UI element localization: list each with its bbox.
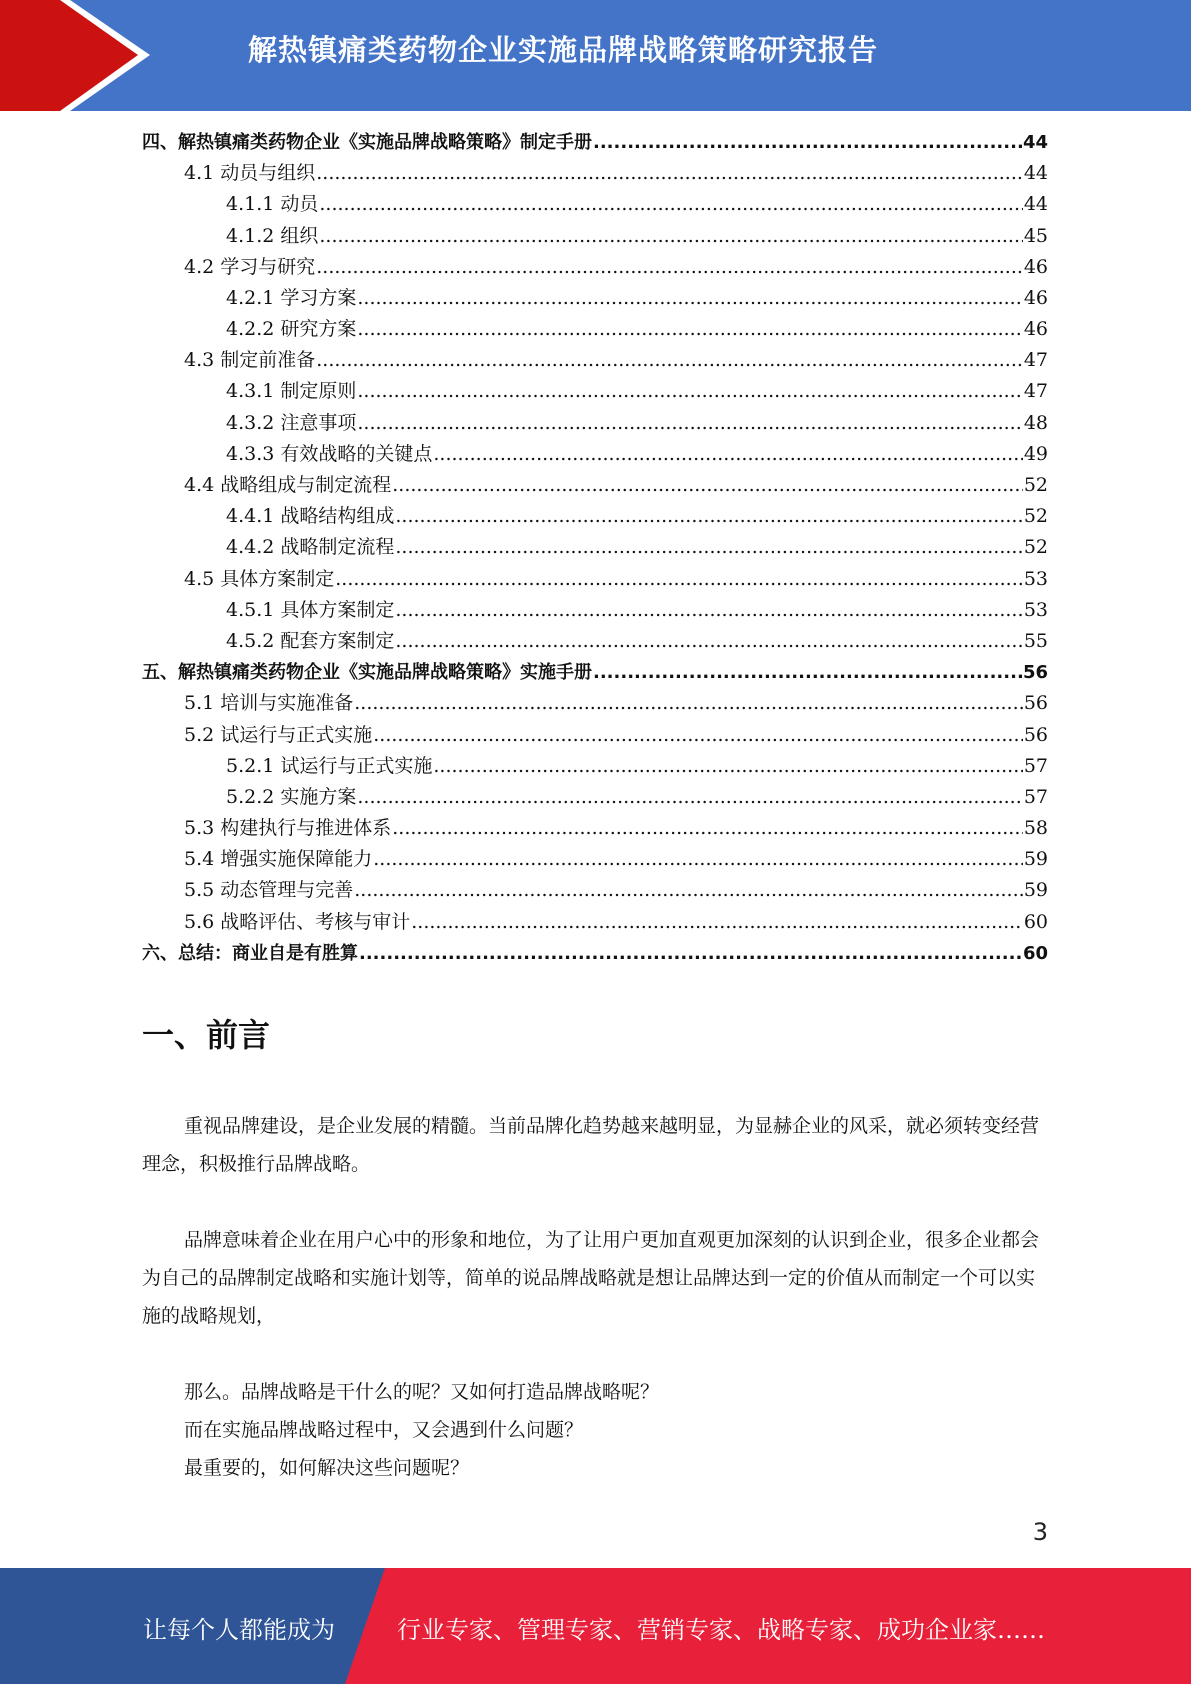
toc-entry-label: 5.2.1 试运行与正式实施 [226, 754, 433, 777]
toc-dot-leader [354, 688, 1023, 719]
toc-entry[interactable] [142, 751, 1048, 782]
toc-entry-page: 46 [1023, 318, 1048, 341]
toc-entry-page: 57 [1023, 754, 1048, 777]
toc-entry-page: 53 [1023, 567, 1048, 590]
toc-entry-label: 4.4.2 战略制定流程 [226, 536, 395, 559]
toc-entry[interactable] [142, 532, 1048, 563]
toc-entry[interactable] [142, 252, 1048, 283]
toc-entry[interactable] [142, 377, 1048, 408]
toc-dot-leader [395, 532, 1022, 563]
toc-entry[interactable] [142, 657, 1048, 688]
toc-entry[interactable] [142, 844, 1048, 875]
toc-entry-page: 56 [1023, 692, 1048, 715]
toc-dot-leader [316, 158, 1023, 189]
toc-entry[interactable] [142, 470, 1048, 501]
toc-dot-leader [357, 314, 1022, 345]
toc-entry-label: 四、解热镇痛类药物企业《实施品牌战略策略》制定手册 [142, 131, 592, 153]
toc-entry[interactable] [142, 221, 1048, 252]
toc-dot-leader [433, 439, 1022, 470]
toc-entry[interactable] [142, 439, 1048, 470]
toc-entry[interactable] [142, 501, 1048, 532]
toc-dot-leader [357, 283, 1022, 314]
toc-entry[interactable] [142, 595, 1048, 626]
toc-entry-label: 4.4 战略组成与制定流程 [184, 474, 392, 497]
toc-dot-leader [433, 751, 1022, 782]
toc-entry-label: 4.2.2 研究方案 [226, 318, 357, 341]
toc-entry-page: 53 [1023, 598, 1048, 621]
toc-entry-page: 47 [1023, 349, 1048, 372]
toc-entry[interactable] [142, 345, 1048, 376]
toc-entry-label: 4.3 制定前准备 [184, 349, 316, 372]
footer-banner [0, 1568, 1191, 1684]
header-banner [0, 0, 1191, 111]
toc-entry-label: 4.2.1 学习方案 [226, 286, 357, 309]
toc-dot-leader [354, 875, 1023, 906]
toc-entry-label: 4.1 动员与组织 [184, 162, 316, 185]
toc-entry[interactable] [142, 408, 1048, 439]
toc-entry-page: 56 [1022, 662, 1048, 684]
section-heading: 一、前言 [142, 1016, 271, 1054]
toc-entry[interactable] [142, 782, 1048, 813]
toc-entry-page: 55 [1023, 629, 1048, 652]
toc-entry-label: 4.3.1 制定原则 [226, 380, 357, 403]
toc-entry[interactable] [142, 314, 1048, 345]
toc-entry-page: 52 [1023, 474, 1048, 497]
toc-entry-label: 5.2 试运行与正式实施 [184, 723, 373, 746]
toc-dot-leader [373, 844, 1023, 875]
toc-entry-page: 56 [1023, 723, 1048, 746]
toc-dot-leader [593, 657, 1022, 688]
toc-dot-leader [359, 938, 1022, 969]
toc-entry-page: 47 [1023, 380, 1048, 403]
toc-entry-label: 4.4.1 战略结构组成 [226, 505, 395, 528]
toc-entry-label: 5.5 动态管理与完善 [184, 879, 354, 902]
toc-entry-label: 4.1.1 动员 [226, 193, 319, 216]
table-of-contents [142, 127, 1048, 969]
toc-dot-leader [392, 470, 1023, 501]
toc-entry-label: 4.3.3 有效战略的关键点 [226, 442, 433, 465]
toc-dot-leader [319, 221, 1022, 252]
toc-entry-page: 57 [1023, 785, 1048, 808]
toc-entry[interactable] [142, 283, 1048, 314]
toc-entry-label: 5.6 战略评估、考核与审计 [184, 910, 411, 933]
toc-entry-page: 59 [1023, 848, 1048, 871]
question-item: 而在实施品牌战略过程中，又会遇到什么问题？ [184, 1419, 584, 1441]
toc-dot-leader [357, 782, 1022, 813]
toc-dot-leader [593, 127, 1022, 158]
toc-dot-leader [395, 595, 1022, 626]
toc-dot-leader [373, 720, 1023, 751]
paragraph: 品牌意味着企业在用户心中的形象和地位，为了让用户更加直观更加深刻的认识到企业，很多企业都会为自己的品牌制定战略和实施计划等，简单的说品牌战略就是想让品牌达到一定的价值从而制定一个可以实施的战略规划， [142, 1229, 1040, 1327]
toc-dot-leader [316, 252, 1023, 283]
toc-entry-page: 44 [1023, 162, 1048, 185]
toc-dot-leader [319, 189, 1022, 220]
toc-entry-page: 52 [1023, 536, 1048, 559]
question-item: 那么。品牌战略是干什么的呢？又如何打造品牌战略呢？ [184, 1381, 660, 1403]
toc-entry[interactable] [142, 626, 1048, 657]
footer-slogan-right: 行业专家、管理专家、营销专家、战略专家、成功企业家…… [397, 1616, 1045, 1644]
paragraph: 重视品牌建设，是企业发展的精髓。当前品牌化趋势越来越明显，为显赫企业的风采，就必须转变经营理念，积极推行品牌战略。 [142, 1115, 1040, 1175]
toc-entry[interactable] [142, 938, 1048, 969]
toc-entry-label: 六、总结：商业自是有胜算 [142, 942, 358, 964]
toc-dot-leader [411, 907, 1023, 938]
toc-entry[interactable] [142, 720, 1048, 751]
toc-entry[interactable] [142, 813, 1048, 844]
toc-entry-label: 4.5 具体方案制定 [184, 567, 335, 590]
toc-entry-label: 4.1.2 组织 [226, 224, 319, 247]
toc-entry-label: 4.5.1 具体方案制定 [226, 598, 395, 621]
toc-entry[interactable] [142, 189, 1048, 220]
document-title: 解热镇痛类药物企业实施品牌战略策略研究报告 [248, 33, 879, 67]
toc-entry-label: 4.5.2 配套方案制定 [226, 629, 395, 652]
toc-dot-leader [392, 813, 1023, 844]
toc-entry-label: 5.1 培训与实施准备 [184, 692, 354, 715]
toc-entry-page: 60 [1022, 942, 1048, 964]
toc-dot-leader [395, 501, 1022, 532]
toc-entry-page: 46 [1023, 286, 1048, 309]
toc-entry-label: 五、解热镇痛类药物企业《实施品牌战略策略》实施手册 [142, 662, 592, 684]
question-item: 最重要的，如何解决这些问题呢？ [184, 1457, 470, 1479]
toc-entry-page: 46 [1023, 255, 1048, 278]
toc-entry-label: 4.3.2 注意事项 [226, 411, 357, 434]
toc-dot-leader [357, 376, 1022, 407]
toc-entry-page: 49 [1023, 442, 1048, 465]
toc-entry-page: 58 [1023, 817, 1048, 840]
page-number: 3 [1032, 1518, 1048, 1546]
toc-entry-page: 52 [1023, 505, 1048, 528]
toc-dot-leader [316, 345, 1023, 376]
toc-entry[interactable] [142, 127, 1048, 158]
toc-entry-label: 4.2 学习与研究 [184, 255, 316, 278]
toc-entry-label: 5.2.2 实施方案 [226, 785, 357, 808]
toc-entry[interactable] [142, 876, 1048, 907]
toc-entry-label: 5.3 构建执行与推进体系 [184, 817, 392, 840]
toc-entry-page: 45 [1023, 224, 1048, 247]
toc-entry[interactable] [142, 158, 1048, 189]
toc-entry[interactable] [142, 907, 1048, 938]
toc-entry-page: 48 [1023, 411, 1048, 434]
toc-dot-leader [335, 564, 1023, 595]
toc-dot-leader [357, 408, 1022, 439]
toc-dot-leader [395, 626, 1022, 657]
toc-entry-page: 44 [1022, 131, 1048, 153]
question-list [142, 1373, 1048, 1487]
toc-entry[interactable] [142, 688, 1048, 719]
toc-entry-label: 5.4 增强实施保障能力 [184, 848, 373, 871]
toc-entry-page: 60 [1023, 910, 1048, 933]
toc-entry-page: 44 [1023, 193, 1048, 216]
toc-entry[interactable] [142, 564, 1048, 595]
toc-entry-page: 59 [1023, 879, 1048, 902]
footer-slogan-left: 让每个人都能成为 [143, 1616, 335, 1644]
